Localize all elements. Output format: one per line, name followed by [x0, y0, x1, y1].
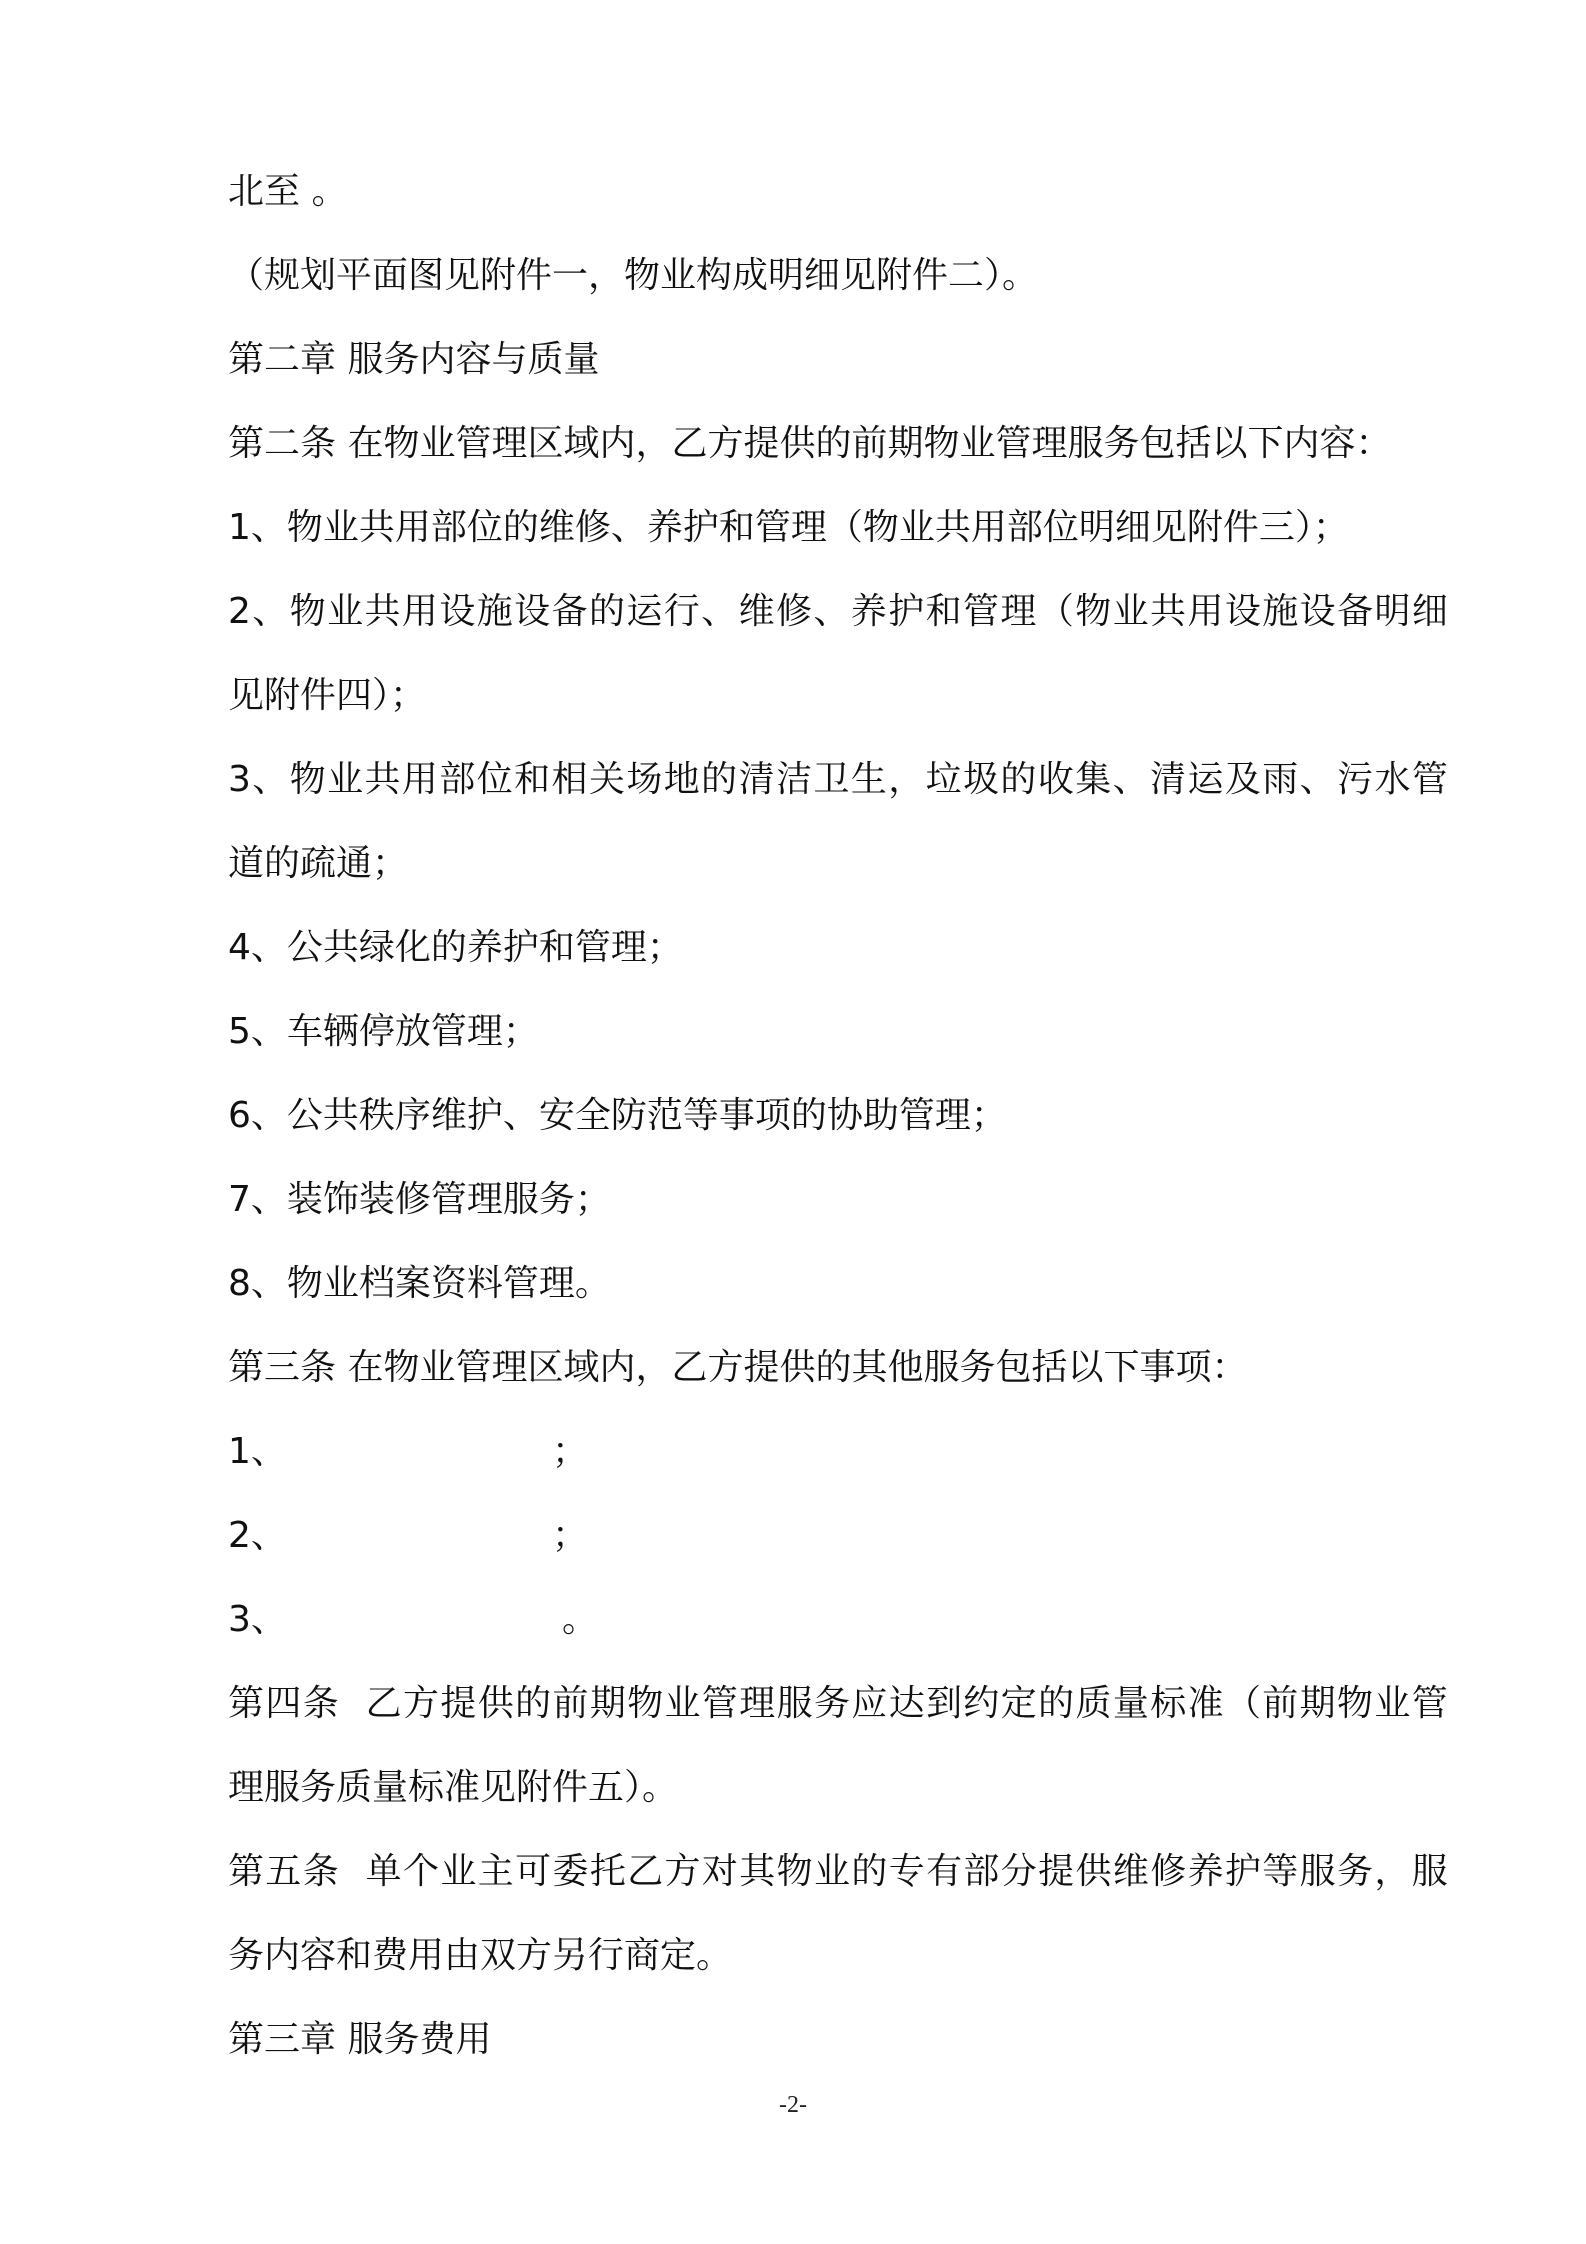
text-glyph: 污	[1337, 759, 1374, 800]
text-glyph: 服	[1299, 1851, 1336, 1892]
text-glyph: 方	[403, 1683, 440, 1724]
chapter-two-heading: 第二章 服务内容与质量	[228, 339, 600, 380]
text-glyph: 等	[1262, 1851, 1299, 1892]
text-glyph: 维	[738, 591, 775, 632]
text-glyph: 养	[850, 591, 887, 632]
text-glyph: 前	[1262, 1683, 1299, 1724]
text-glyph: 分	[1000, 1851, 1037, 1892]
text-glyph: 物	[776, 1851, 813, 1892]
text-glyph: 养	[1187, 1851, 1224, 1892]
article-four-line-1	[228, 1662, 1448, 1746]
list-item-1: 1、物业共用部位的维修、养护和管理（物业共用部位明细见附件三）；	[228, 507, 1349, 548]
list-item-3-line-2: 道的疏通；	[228, 843, 409, 884]
text-glyph: 2	[228, 591, 251, 632]
text-glyph: 3	[228, 759, 251, 800]
text-glyph: 理	[1000, 591, 1037, 632]
text-glyph: 其	[739, 1851, 776, 1892]
text-glyph: 、	[252, 591, 289, 632]
text-glyph: 乙	[365, 1683, 402, 1724]
list-item-8: 8、物业档案资料管理。	[228, 1263, 611, 1304]
text-glyph: 第	[228, 1851, 265, 1892]
text-glyph: 期	[589, 1683, 626, 1724]
text-glyph: 业	[1112, 591, 1149, 632]
text-glyph: 和	[925, 591, 962, 632]
blank-item-2	[228, 1494, 1448, 1578]
text-glyph: 有	[926, 1851, 963, 1892]
text-glyph: 共	[1150, 591, 1187, 632]
text-glyph: 设	[514, 591, 551, 632]
text-glyph: 设	[1224, 591, 1261, 632]
text-glyph: 四	[265, 1683, 302, 1724]
text-glyph: 位	[476, 759, 513, 800]
text-glyph: 可	[515, 1851, 552, 1892]
text-glyph: 清	[1150, 759, 1187, 800]
text-glyph: （	[1037, 591, 1074, 632]
text-glyph: 管	[1411, 759, 1448, 800]
text-glyph	[353, 1662, 364, 1746]
list-item-3-line-1	[228, 738, 1448, 822]
text-glyph: 用	[401, 759, 438, 800]
text-glyph: 务	[1337, 1851, 1374, 1892]
text-glyph: 运	[1187, 759, 1224, 800]
text-glyph: 洁	[775, 759, 812, 800]
text-glyph: 、	[701, 591, 738, 632]
text-glyph: 达	[888, 1683, 925, 1724]
text-glyph: 、	[813, 591, 850, 632]
text-glyph: 五	[265, 1851, 302, 1892]
text-glyph: 管	[963, 591, 1000, 632]
text-glyph: 提	[1038, 1851, 1075, 1892]
text-glyph: （	[1224, 1683, 1261, 1724]
text-glyph	[340, 1662, 351, 1746]
page-number: -2-	[779, 2092, 807, 2118]
text-glyph: 生	[850, 759, 887, 800]
text-glyph: 的	[515, 1683, 552, 1724]
text-glyph: 垃	[925, 759, 962, 800]
text-glyph: 物	[289, 759, 326, 800]
text-glyph: 物	[627, 1683, 664, 1724]
article-four-line-2: 理服务质量标准见附件五）。	[228, 1767, 679, 1808]
text-glyph: 应	[851, 1683, 888, 1724]
text-glyph: 条	[302, 1851, 339, 1892]
text-glyph: 专	[888, 1851, 925, 1892]
text-glyph: 物	[1337, 1683, 1374, 1724]
text-glyph: 的	[701, 759, 738, 800]
text-glyph: 条	[302, 1683, 339, 1724]
text-glyph: 委	[552, 1851, 589, 1892]
blank-item-end-mark: 。	[562, 1599, 599, 1640]
text-glyph: 服	[1411, 1851, 1448, 1892]
text-glyph: 和	[514, 759, 551, 800]
blank-item-end-mark: ；	[552, 1515, 589, 1556]
article-five-line-1	[228, 1830, 1448, 1914]
text-glyph: 护	[888, 591, 925, 632]
text-glyph: 雨	[1262, 759, 1299, 800]
text-glyph: 施	[476, 591, 513, 632]
text-glyph: 、	[252, 759, 289, 800]
text-glyph: 量	[1112, 1683, 1149, 1724]
text-glyph: ，	[1374, 1851, 1411, 1892]
list-item-2-line-2: 见附件四）；	[228, 675, 427, 716]
list-item-5: 5、车辆停放管理；	[228, 1011, 539, 1052]
text-glyph: 地	[663, 759, 700, 800]
chapter-three-heading: 第三章 服务费用	[228, 2019, 492, 2060]
text-glyph: 服	[776, 1683, 813, 1724]
text-glyph: 业	[664, 1683, 701, 1724]
text-glyph: 业	[327, 759, 364, 800]
article-two-intro: 第二条 在物业管理区域内，乙方提供的前期物业管理服务包括以下内容：	[228, 423, 1392, 464]
text-glyph: 、	[1112, 759, 1149, 800]
text-glyph: 圾	[963, 759, 1000, 800]
text-glyph: 个	[403, 1851, 440, 1892]
text-glyph: 供	[1075, 1851, 1112, 1892]
text-glyph: 备	[1337, 591, 1374, 632]
blank-item-1	[228, 1410, 1448, 1494]
list-item-7: 7、装饰装修管理服务；	[228, 1179, 611, 1220]
text-glyph: 行	[663, 591, 700, 632]
text-glyph: 业	[813, 1851, 850, 1892]
text-glyph: 方	[664, 1851, 701, 1892]
text-glyph: 清	[738, 759, 775, 800]
text-glyph: 业	[327, 591, 364, 632]
text-glyph: 运	[626, 591, 663, 632]
text-glyph: 期	[1299, 1683, 1336, 1724]
text-glyph: 细	[1411, 591, 1448, 632]
text-glyph: 设	[439, 591, 476, 632]
text-glyph: 维	[1112, 1851, 1149, 1892]
document-body	[228, 150, 1448, 2082]
text-glyph	[353, 1830, 364, 1914]
text-glyph: 的	[588, 591, 625, 632]
text-glyph: 准	[1187, 1683, 1224, 1724]
text-glyph: 护	[1224, 1851, 1261, 1892]
text-glyph: 托	[589, 1851, 626, 1892]
text-glyph: 共	[364, 591, 401, 632]
text-glyph: 用	[401, 591, 438, 632]
article-three-intro: 第三条 在物业管理区域内，乙方提供的其他服务包括以下事项：	[228, 1347, 1248, 1388]
text-glyph: 第	[228, 1683, 265, 1724]
text-glyph: 前	[552, 1683, 589, 1724]
text-glyph: 集	[1075, 759, 1112, 800]
text-glyph: 备	[551, 591, 588, 632]
text-glyph: 、	[1299, 759, 1336, 800]
text-glyph: 业	[440, 1851, 477, 1892]
text-glyph: 明	[1374, 591, 1411, 632]
text-glyph: 管	[1411, 1683, 1448, 1724]
text-glyph: 水	[1374, 759, 1411, 800]
text-glyph: 的	[1000, 759, 1037, 800]
article-five-line-2: 务内容和费用由双方另行商定。	[228, 1935, 733, 1976]
text-glyph: 对	[701, 1851, 738, 1892]
text-glyph: 物	[289, 591, 326, 632]
text-glyph	[340, 1830, 351, 1914]
blank-item-3	[228, 1578, 1448, 1662]
text-glyph: 部	[439, 759, 476, 800]
text-glyph: 物	[1075, 591, 1112, 632]
text-glyph: 场	[626, 759, 663, 800]
text-glyph: 提	[440, 1683, 477, 1724]
text-glyph: 用	[1187, 591, 1224, 632]
text-glyph: 务	[813, 1683, 850, 1724]
text-glyph: 定	[1000, 1683, 1037, 1724]
text-glyph: 的	[851, 1851, 888, 1892]
blank-item-end-mark: ；	[552, 1431, 589, 1472]
text-glyph: 部	[963, 1851, 1000, 1892]
text-glyph: 修	[1150, 1851, 1187, 1892]
text-line-attachment-note: （规划平面图见附件一，物业构成明细见附件二）。	[228, 255, 1039, 296]
text-glyph: 业	[1374, 1683, 1411, 1724]
text-glyph: 质	[1075, 1683, 1112, 1724]
text-glyph: 主	[477, 1851, 514, 1892]
list-item-6: 6、公共秩序维护、安全防范等事项的协助管理；	[228, 1095, 1007, 1136]
text-glyph: 及	[1224, 759, 1261, 800]
text-glyph: 约	[963, 1683, 1000, 1724]
text-glyph: 关	[588, 759, 625, 800]
text-glyph: 收	[1037, 759, 1074, 800]
text-glyph: 相	[551, 759, 588, 800]
text-glyph: 供	[477, 1683, 514, 1724]
list-item-2-line-1	[228, 570, 1448, 654]
text-glyph: 共	[364, 759, 401, 800]
list-item-4: 4、公共绿化的养护和管理；	[228, 927, 683, 968]
text-glyph: 修	[775, 591, 812, 632]
text-glyph: 到	[926, 1683, 963, 1724]
blank-item-number: 2、	[228, 1515, 287, 1556]
text-glyph: 施	[1262, 591, 1299, 632]
text-glyph: 标	[1150, 1683, 1187, 1724]
text-glyph: 管	[701, 1683, 738, 1724]
text-glyph: 的	[1038, 1683, 1075, 1724]
text-line-north-boundary: 北至 。	[228, 171, 348, 212]
text-glyph: ，	[888, 759, 925, 800]
text-glyph: 设	[1299, 591, 1336, 632]
text-glyph: 单	[365, 1851, 402, 1892]
text-glyph: 理	[739, 1683, 776, 1724]
text-glyph: 卫	[813, 759, 850, 800]
blank-item-number: 3、	[228, 1599, 287, 1640]
blank-item-number: 1、	[228, 1431, 287, 1472]
text-glyph: 乙	[627, 1851, 664, 1892]
